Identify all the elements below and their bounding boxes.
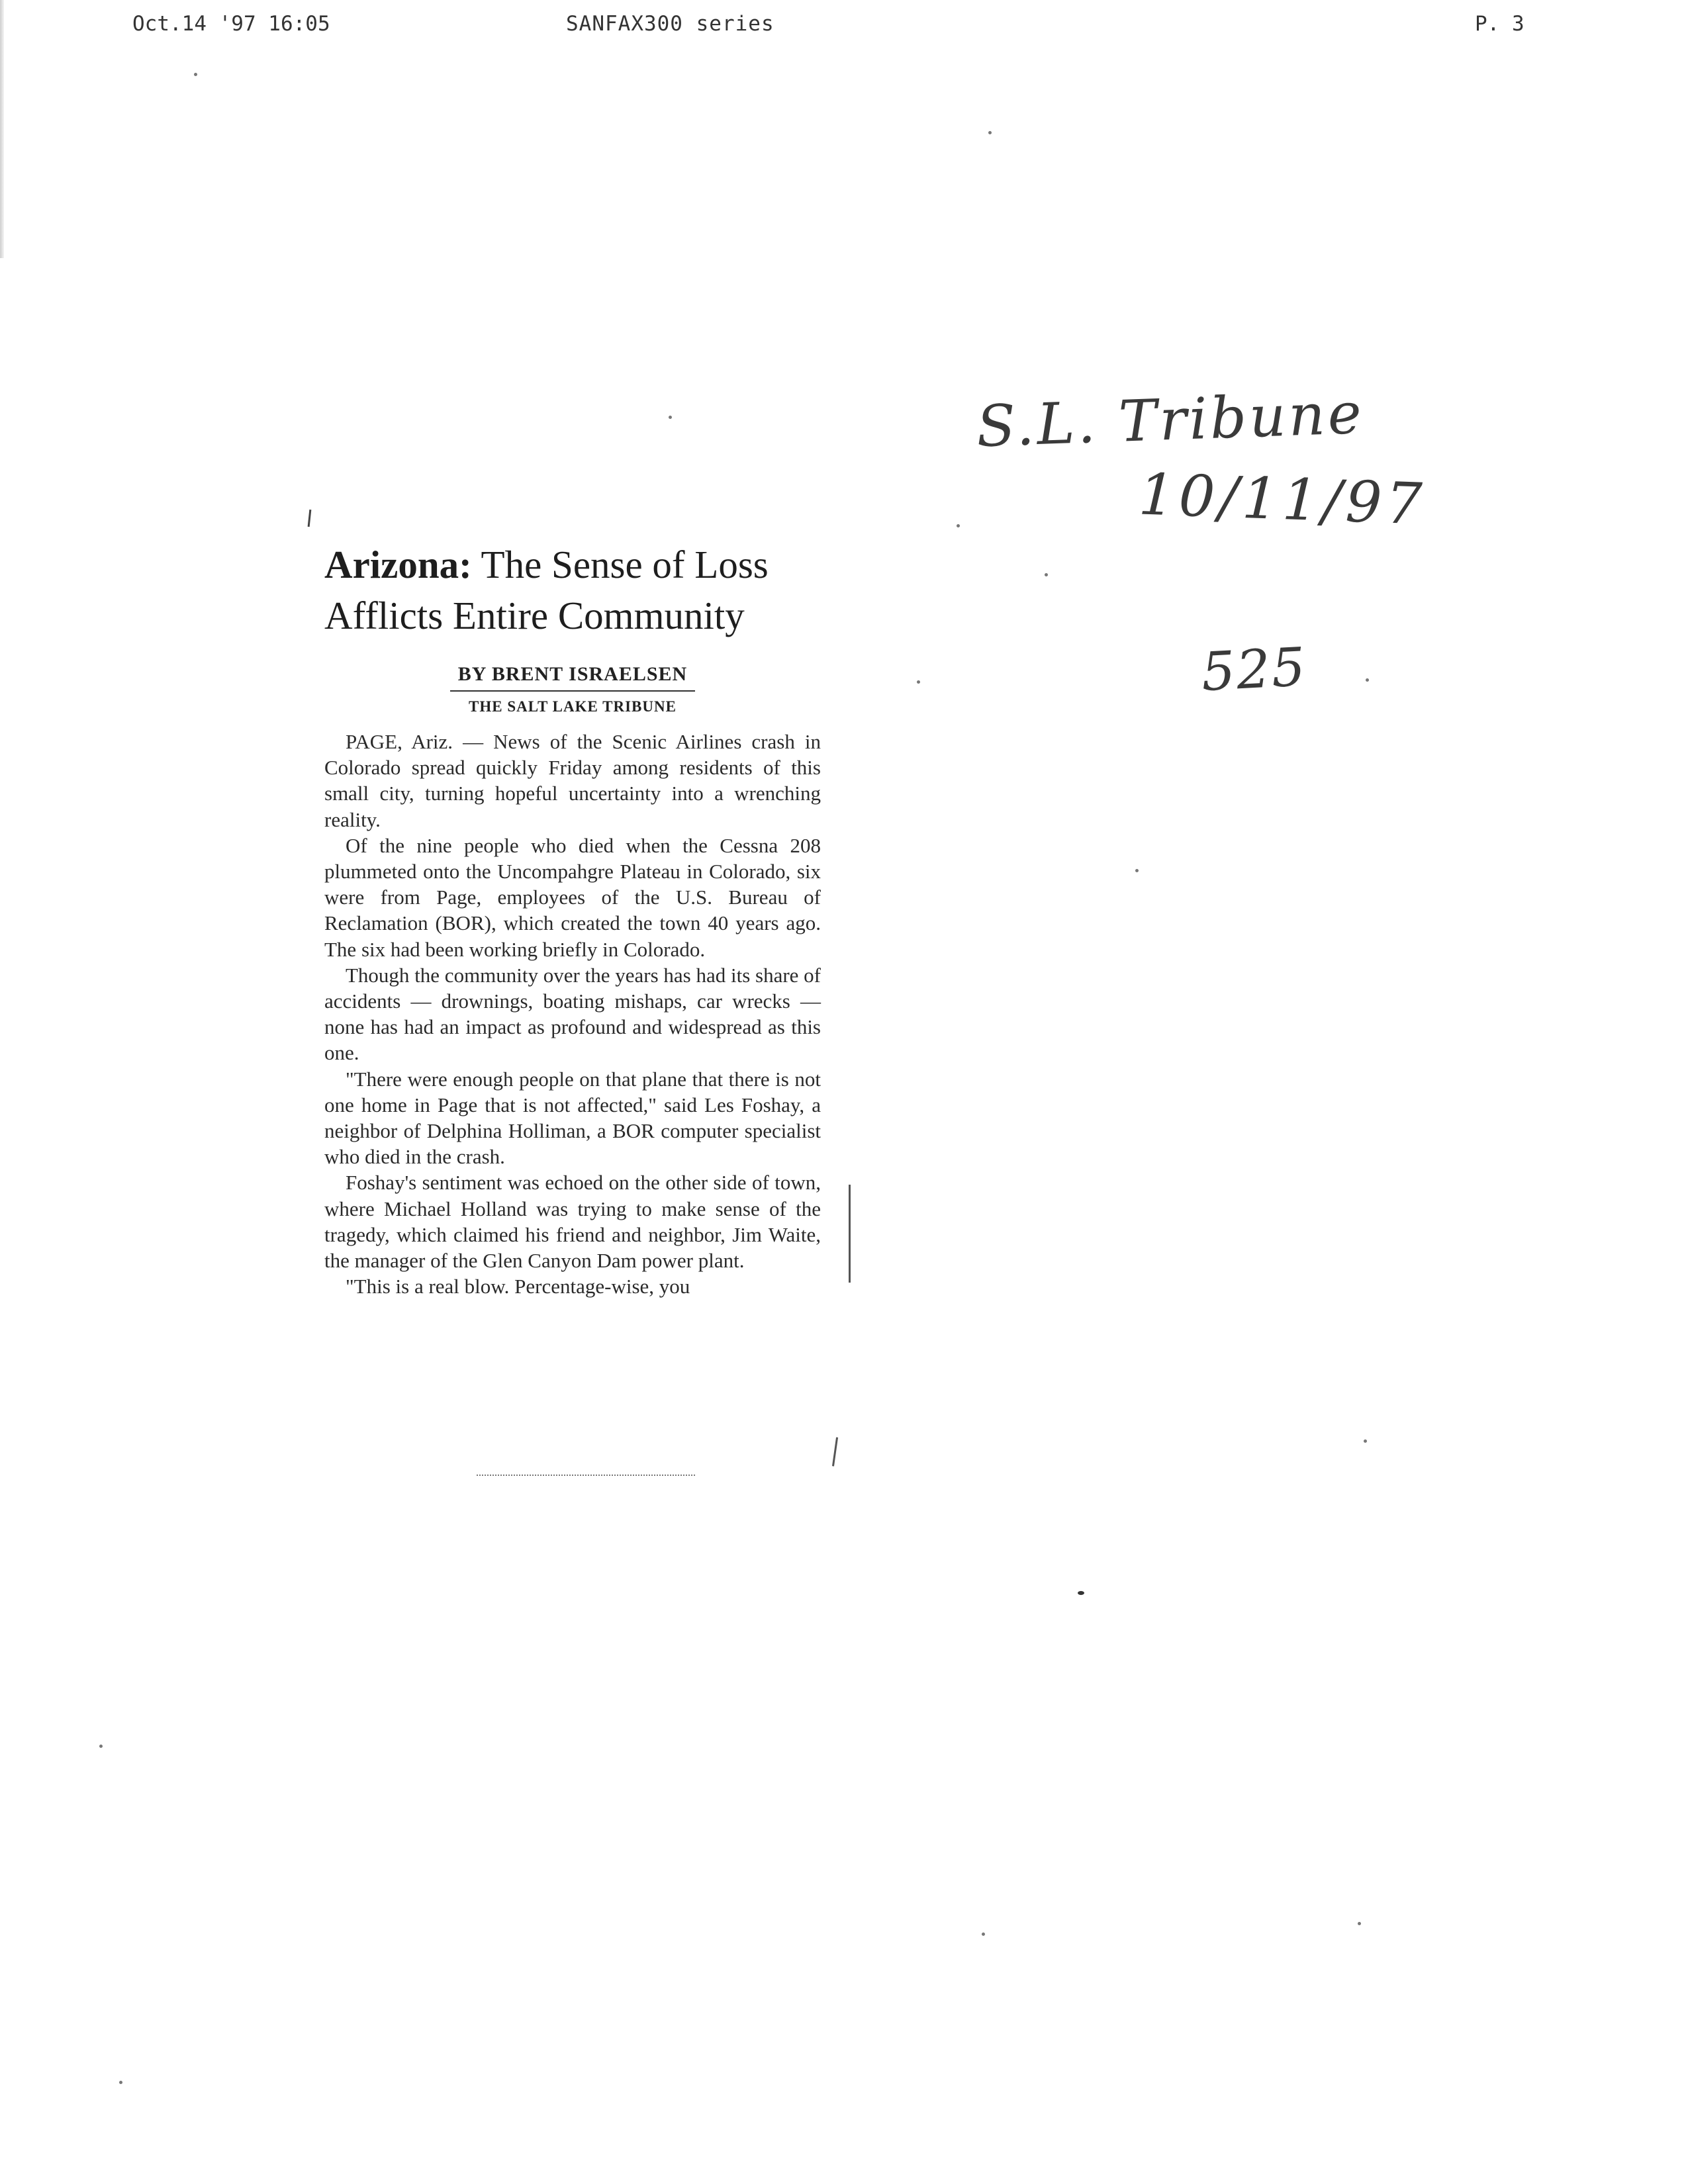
scan-speck	[1045, 573, 1048, 576]
handwritten-source-note: S.L. Tribune	[975, 380, 1366, 461]
scan-speck	[194, 73, 197, 76]
article-publication: THE SALT LAKE TRIBUNE	[469, 698, 677, 715]
fax-header	[0, 12, 1688, 38]
scan-speck	[988, 131, 992, 134]
scan-speck	[982, 1933, 985, 1936]
scan-speck	[1078, 1591, 1084, 1595]
article-paragraph: Foshay's sentiment was echoed on the other side of town, where Michael Holland was trying to make sense of the tragedy, which claimed his friend and neighbor, Jim Waite, the manager of the Glen Canyon Dam power plant.	[324, 1171, 821, 1273]
article-paragraph: "This is a real blow. Percentage-wise, you	[346, 1275, 690, 1298]
scan-speck	[957, 524, 960, 527]
article-paragraph: Of the nine people who died when the Cessna 208 plummeted onto the Uncompahgre Plateau in Colorado, six were from Page, employees of the U.S. Bureau of Reclamation (BOR), which created the town 40 years ago. The six had been working briefly in Colorado.	[324, 833, 821, 961]
headline-lead: Arizona:	[324, 543, 472, 586]
article-paragraph: Though the community over the years has had its share of accidents — drownings, boating mishaps, car wrecks — none has had an impact as profound and widespread as this one.	[324, 963, 821, 1065]
scan-speck	[99, 1745, 103, 1748]
scan-speck	[917, 680, 920, 684]
scan-speck	[1135, 869, 1139, 872]
fax-date-time: Oct.14 '97 16:05	[132, 12, 330, 36]
handwritten-number-note: 525	[1199, 635, 1309, 704]
byline-rule	[450, 690, 695, 692]
article-paragraph: "There were enough people on that plane that there is not one home in Page that is not affected," said Les Foshay, a neighbor of Delphina Holliman, a BOR computer specialist who died in the crash.	[324, 1067, 821, 1169]
clipping-cut-edge	[477, 1475, 695, 1476]
headline-line2: Afflicts Entire Community	[324, 594, 745, 637]
fax-page-number: P. 3	[1475, 12, 1524, 36]
scan-speck	[1364, 1439, 1367, 1443]
article-body	[324, 729, 821, 1299]
article-headline	[324, 539, 821, 641]
scan-speck	[669, 416, 672, 419]
newspaper-clipping	[324, 539, 821, 1299]
fax-machine-id: SANFAX300 series	[566, 12, 774, 36]
article-paragraph: PAGE, Ariz. — News of the Scenic Airlines crash in Colorado spread quickly Friday among residents of this small city, turning hopeful uncertainty into a wrenching reality.	[324, 730, 821, 831]
clipping-corner-mark	[308, 510, 312, 527]
scan-edge-shadow	[0, 0, 4, 258]
headline-line1: The Sense of Loss	[471, 543, 769, 586]
handwritten-date-note: 10/11/97	[1137, 461, 1427, 538]
scan-speck	[119, 2081, 122, 2084]
article-byline: BY BRENT ISRAELSEN	[457, 663, 688, 685]
scan-speck	[1366, 678, 1369, 682]
scan-speck	[1358, 1922, 1361, 1925]
cut-mark	[832, 1437, 842, 1467]
margin-mark	[849, 1185, 851, 1283]
